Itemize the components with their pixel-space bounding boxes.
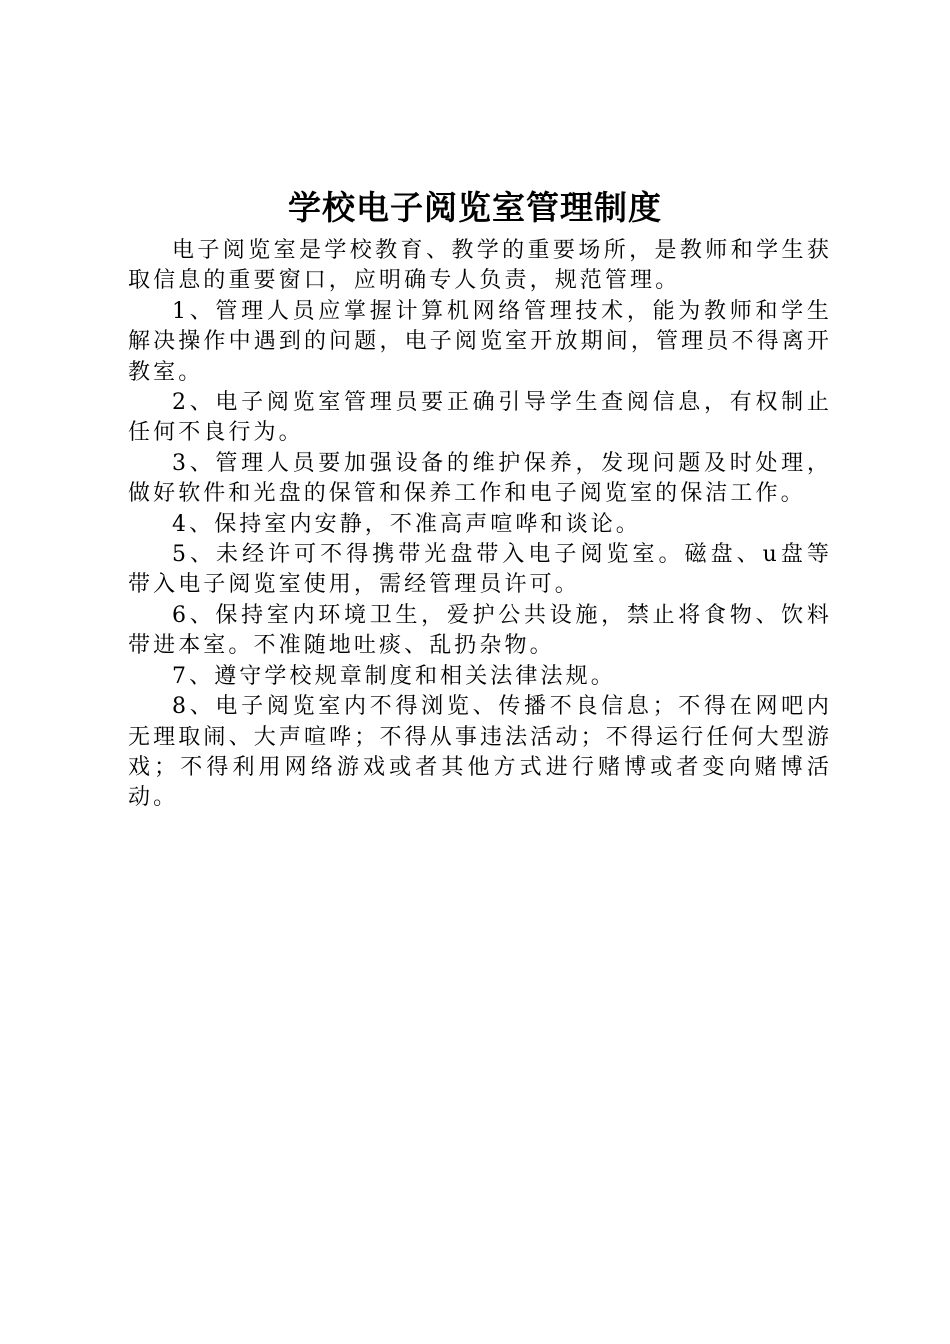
paragraph-rule-1: 1、管理人员应掌握计算机网络管理技术，能为教师和学生解决操作中遇到的问题，电子阅览室开放期间，管理员不得离开教室。 [128, 298, 832, 385]
paragraph-rule-4: 4、保持室内安静，不准高声喧哗和谈论。 [172, 511, 641, 537]
paragraph-rule-3: 3、管理人员要加强设备的维护保养，发现问题及时处理，做好软件和光盘的保管和保养工作和电子阅览室的保洁工作。 [128, 450, 832, 507]
document-body [128, 236, 832, 814]
document-title: 学校电子阅览室管理制度 [288, 188, 662, 227]
paragraph-rule-5: 5、未经许可不得携带光盘带入电子阅览室。磁盘、u盘等带入电子阅览室使用，需经管理员许可。 [128, 542, 832, 598]
paragraph-rule-2: 2、电子阅览室管理员要正确引导学生查阅信息，有权制止任何不良行为。 [128, 390, 832, 446]
paragraph-rule-7: 7、遵守学校规章制度和相关法律法规。 [172, 663, 616, 689]
paragraph-rule-8: 8、电子阅览室内不得浏览、传播不良信息；不得在网吧内无理取闹、大声喧哗；不得从事违法活动；不得运行任何大型游戏；不得利用网络游戏或者其他方式进行赌博或者变向赌博活动。 [128, 694, 832, 811]
paragraph-intro: 电子阅览室是学校教育、教学的重要场所，是教师和学生获取信息的重要窗口，应明确专人负责，规范管理。 [128, 238, 832, 294]
paragraph-rule-6: 6、保持室内环境卫生，爱护公共设施，禁止将食物、饮料带进本室。不准随地吐痰、乱扔杂物。 [128, 602, 832, 659]
